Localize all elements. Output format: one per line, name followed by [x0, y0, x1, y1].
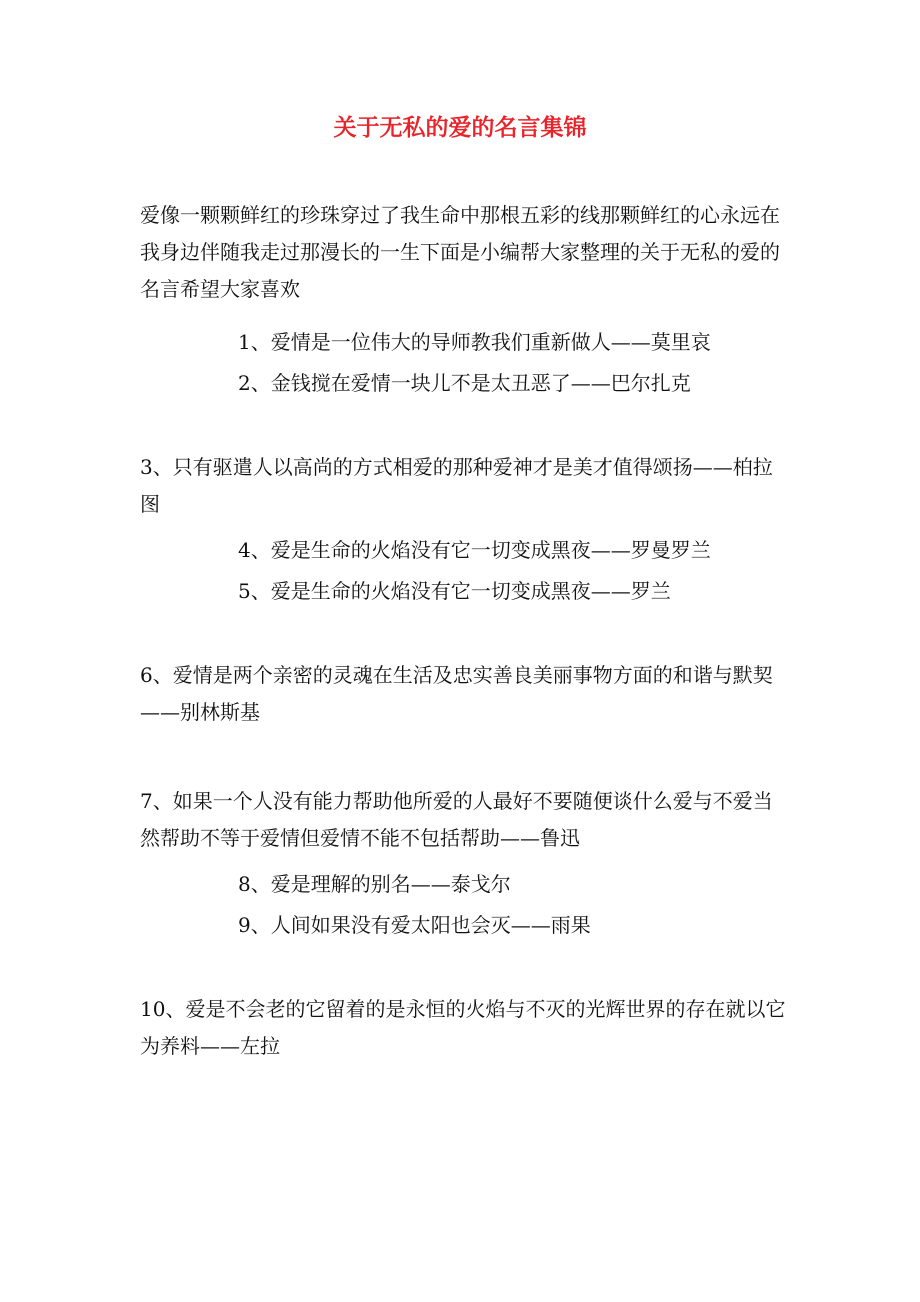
document-title: 关于无私的爱的名言集锦 — [333, 114, 587, 141]
quote-9: 9、人间如果没有爱太阳也会灭——雨果 — [238, 913, 591, 937]
quote-2: 2、金钱搅在爱情一块儿不是太丑恶了——巴尔扎克 — [238, 371, 691, 395]
quote-7: 7、如果一个人没有能力帮助他所爱的人最好不要随便谈什么爱与不爱当然帮助不等于爱情但爱情不能不包括帮助——鲁迅 — [140, 789, 773, 850]
intro-paragraph: 爱像一颗颗鲜红的珍珠穿过了我生命中那根五彩的线那颗鲜红的心永远在我身边伴随我走过那漫长的一生下面是小编帮大家整理的关于无私的爱的名言希望大家喜欢 — [140, 203, 780, 301]
quote-1: 1、爱情是一位伟大的导师教我们重新做人——莫里哀 — [238, 330, 711, 354]
quote-6: 6、爱情是两个亲密的灵魂在生活及忠实善良美丽事物方面的和谐与默契——别林斯基 — [140, 663, 773, 724]
quote-5: 5、爱是生命的火焰没有它一切变成黑夜——罗兰 — [238, 579, 671, 603]
quote-8: 8、爱是理解的别名——泰戈尔 — [238, 872, 511, 896]
quote-10: 10、爱是不会老的它留着的是永恒的火焰与不灭的光辉世界的存在就以它为养料——左拉 — [140, 997, 786, 1058]
quote-4: 4、爱是生命的火焰没有它一切变成黑夜——罗曼罗兰 — [238, 538, 711, 562]
quote-3: 3、只有驱遣人以高尚的方式相爱的那种爱神才是美才值得颂扬——柏拉图 — [140, 455, 773, 516]
